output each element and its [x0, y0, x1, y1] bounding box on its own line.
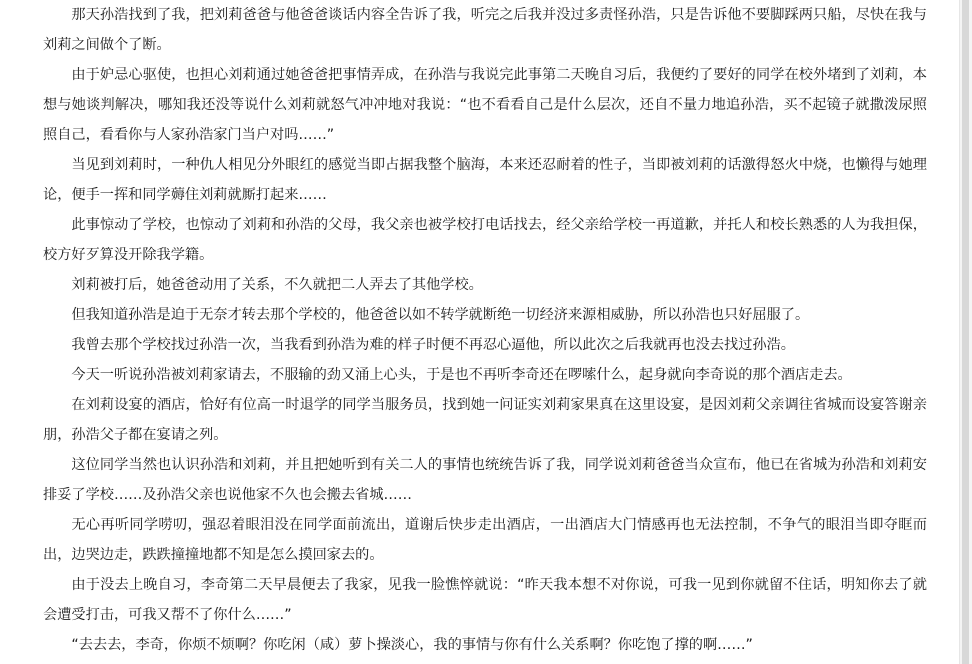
scrollbar-thumb[interactable]: [962, 0, 969, 664]
paragraph: 但我知道孙浩是迫于无奈才转去那个学校的，他爸爸以如不转学就断绝一切经济来源相威胁，所以孙浩也只好屈服了。: [71, 307, 810, 323]
paragraph: 由于妒忌心驱使，也担心刘莉通过她爸爸把事情弄成，在孙浩与我说完此事第二天晚自习后，我便约了要好的同学在校外堵到了刘莉，本想与她谈判解决，哪知我还没等说什么刘莉就怒气冲冲地对我说：“也不看看自己是什么层次，还自不量力地追孙浩，买不起镜子就撒泼尿照照自己，看看你与人家孙浩家门当户对吗……”: [43, 67, 927, 143]
paragraph: 这位同学当然也认识孙浩和刘莉，并且把她听到有关二人的事情也统统告诉了我，同学说刘莉爸爸当众宣布，他已在省城为孙浩和刘莉安排妥了学校……及孙浩父亲也说他家不久也会搬去省城……: [43, 457, 927, 503]
paragraph: 刘莉被打后，她爸爸动用了关系，不久就把二人弄去了其他学校。: [71, 277, 483, 293]
paragraph: 由于没去上晚自习，李奇第二天早晨便去了我家，见我一脸憔悴就说：“昨天我本想不对你说，可我一见到你就留不住话，明知你去了就会遭受打击，可我又帮不了你什么……”: [43, 577, 927, 623]
paragraph: “去去去，李奇，你烦不烦啊？你吃闲（咸）萝卜操淡心，我的事情与你有什么关系啊？你吃饱了撑的啊……”: [71, 637, 753, 653]
paragraph: 在刘莉设宴的酒店，恰好有位高一时退学的同学当服务员，找到她一问证实刘莉家果真在这里设宴，是因刘莉父亲调往省城而设宴答谢亲朋，孙浩父子都在宴请之列。: [43, 397, 927, 443]
article-body: [43, 0, 927, 660]
vertical-scrollbar[interactable]: [959, 0, 972, 664]
paragraph: 那天孙浩找到了我，把刘莉爸爸与他爸爸谈话内容全告诉了我，听完之后我并没过多责怪孙浩，只是告诉他不要脚踩两只船，尽快在我与刘莉之间做个了断。: [43, 7, 927, 53]
paragraph: 无心再听同学唠叨，强忍着眼泪没在同学面前流出，道谢后快步走出酒店，一出酒店大门情感再也无法控制，不争气的眼泪当即夺眶而出，边哭边走，跌跌撞撞地都不知是怎么摸回家去的。: [43, 517, 927, 563]
paragraph: 此事惊动了学校，也惊动了刘莉和孙浩的父母，我父亲也被学校打电话找去，经父亲给学校一再道歉，并托人和校长熟悉的人为我担保，校方好歹算没开除我学籍。: [43, 217, 927, 263]
paragraph: 今天一听说孙浩被刘莉家请去，不服输的劲又涌上心头，于是也不再听李奇还在啰嗦什么，起身就向李奇说的那个酒店走去。: [71, 367, 852, 383]
paragraph: 我曾去那个学校找过孙浩一次，当我看到孙浩为难的样子时便不再忍心逼他，所以此次之后我就再也没去找过孙浩。: [71, 337, 795, 353]
paragraph: 当见到刘莉时，一种仇人相见分外眼红的感觉当即占据我整个脑海，本来还忍耐着的性子，当即被刘莉的话激得怒火中烧，也懒得与她理论，便手一挥和同学薅住刘莉就厮打起来……: [43, 157, 927, 203]
